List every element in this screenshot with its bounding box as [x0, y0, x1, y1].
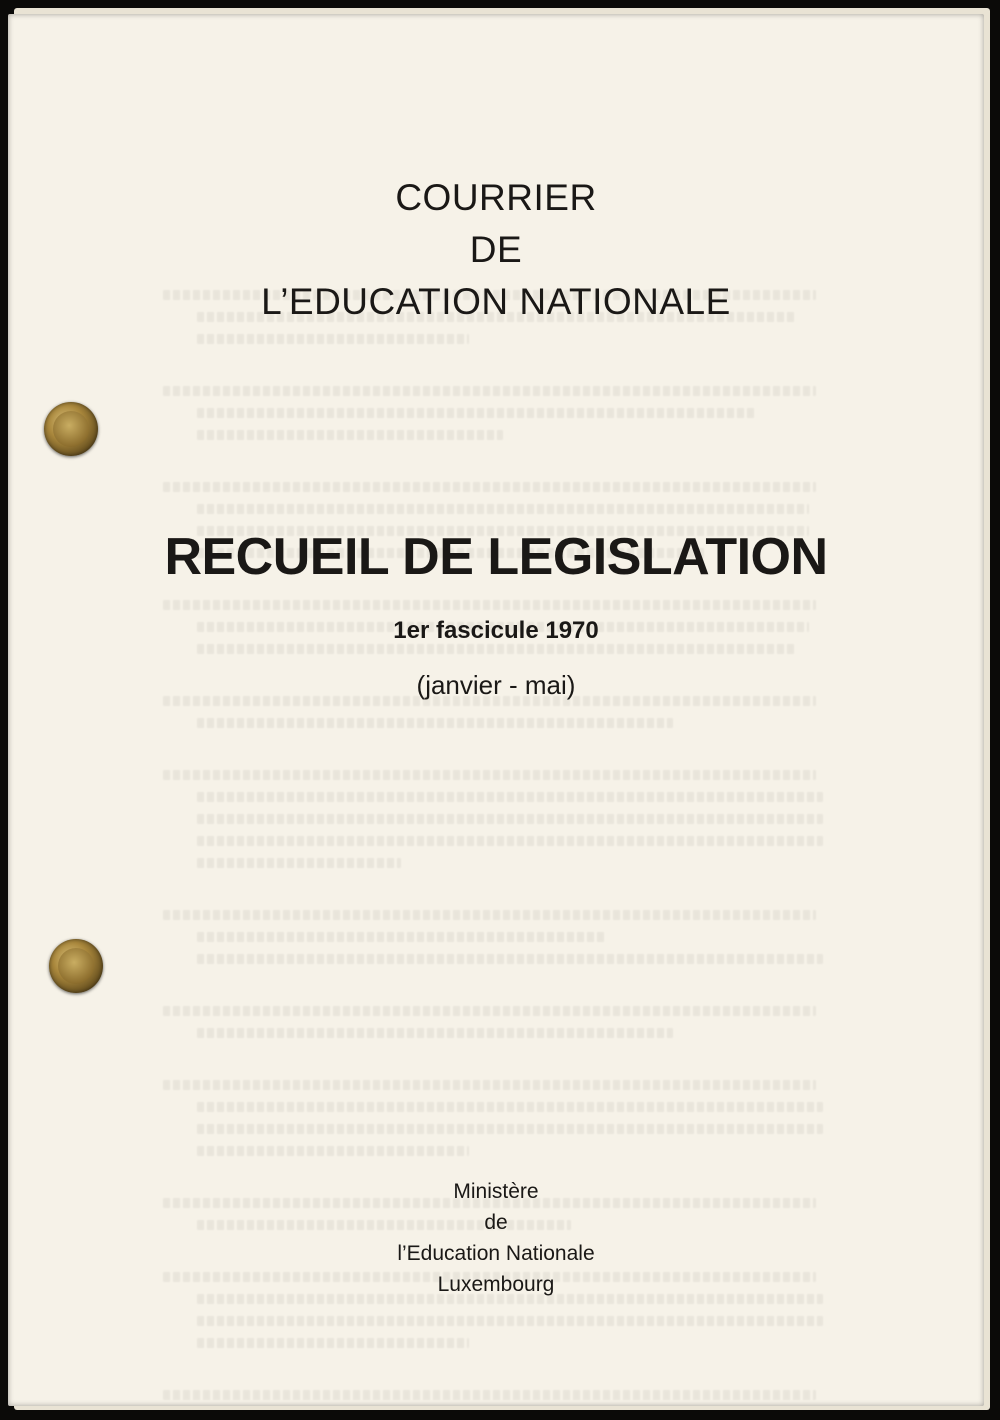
publisher-line-de: de: [484, 1211, 508, 1234]
binding-grommet-bottom: [49, 939, 103, 993]
publisher-line-luxembourg: Luxembourg: [437, 1273, 555, 1296]
period-label: [8, 667, 984, 703]
title-line-courrier: COURRIER: [395, 177, 597, 218]
edition-label: [8, 614, 984, 648]
cover-page: [8, 14, 984, 1406]
main-title: [8, 526, 984, 588]
periodical-title: [8, 172, 984, 328]
publisher-line-ministere: Ministère: [453, 1180, 539, 1203]
publisher-block: [8, 1176, 984, 1300]
bleed-through-text: [163, 284, 843, 1324]
title-line-de: DE: [469, 229, 523, 270]
edition-text: 1er fascicule 1970: [393, 617, 599, 644]
title-line-education-nationale: L’EDUCATION NATIONALE: [261, 281, 731, 322]
publisher-line-education-nationale: l’Education Nationale: [397, 1242, 595, 1265]
binding-grommet-top: [44, 402, 98, 456]
main-title-text: RECUEIL DE LEGISLATION: [164, 528, 828, 586]
period-text: (janvier - mai): [416, 670, 576, 700]
